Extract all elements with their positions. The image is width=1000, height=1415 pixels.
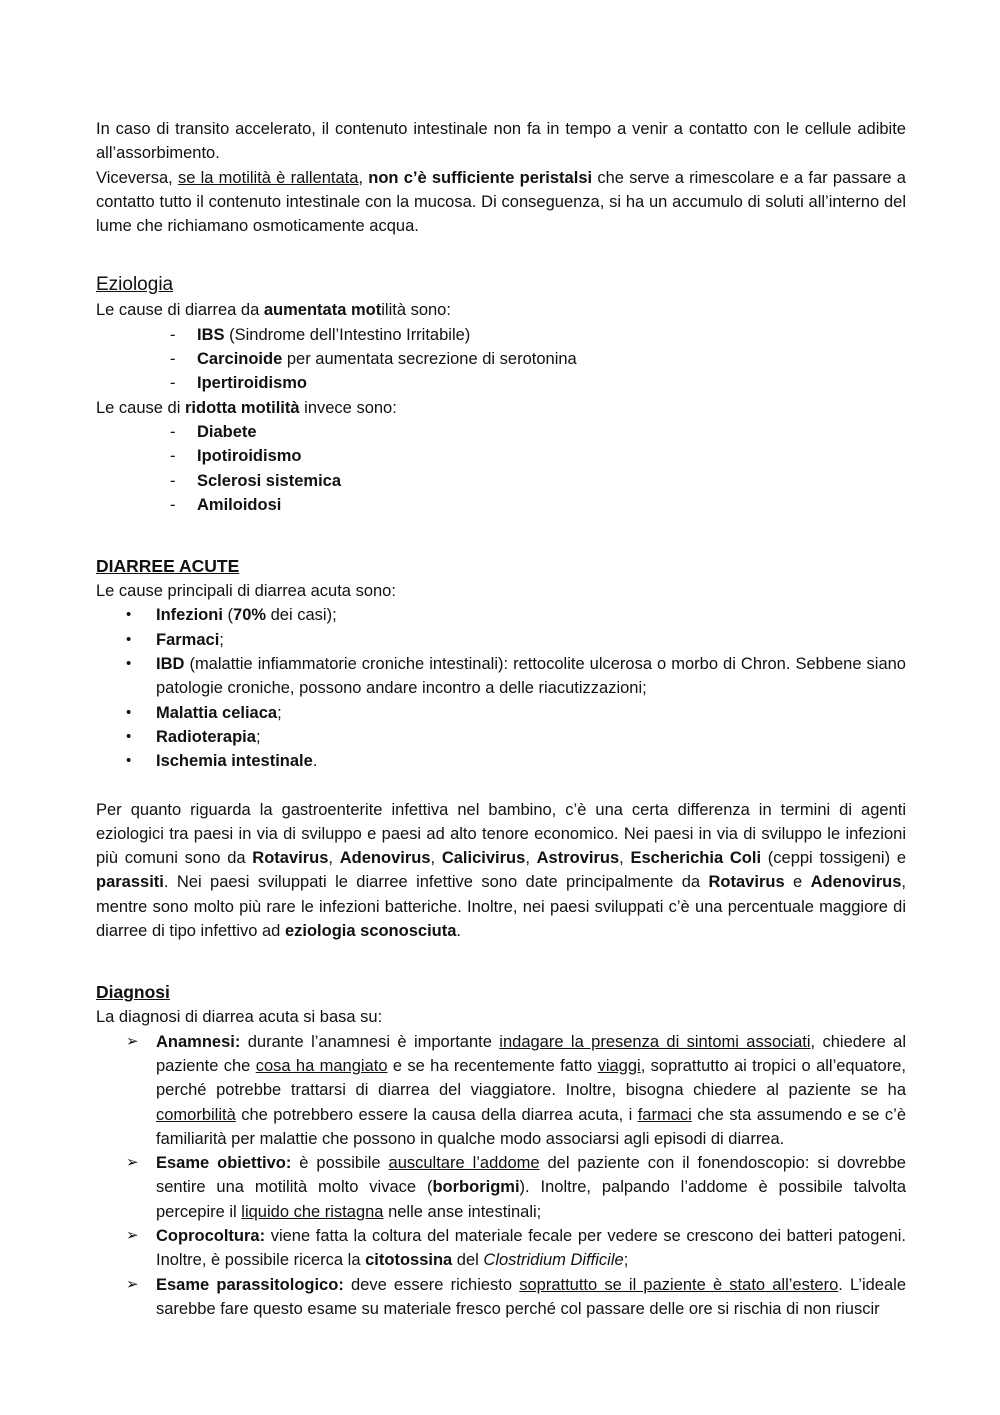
list-item: - Carcinoide per aumentata secrezione di serotonina [96, 347, 906, 371]
eziologia-list-1 [96, 323, 906, 396]
intro-paragraph-1: In caso di transito accelerato, il contenuto intestinale non fa in tempo a venir a contatto con le cellule adibite all’assorbimento. [96, 120, 906, 163]
diagnosi-list [96, 1030, 906, 1322]
list-item: - Ipertiroidismo [96, 371, 906, 395]
list-item: • IBD (malattie infiammatorie croniche intestinali): rettocolite ulcerosa o morbo di Chron. Sebbene siano patologie croniche, possono andare incontro a delle riacutizzazioni; [96, 652, 906, 701]
document-page [96, 117, 906, 1321]
acute-causes-list [96, 603, 906, 773]
list-item: • Malattia celiaca; [96, 701, 906, 725]
list-item: • Radioterapia; [96, 725, 906, 749]
list-item-coprocoltura: ➢ Coprocoltura: viene fatta la coltura del materiale fecale per vedere se crescono dei batteri patogeni. Inoltre, è possibile ricerca la citotossina del Clostridium Difficile; [96, 1224, 906, 1273]
list-item-esame-parassitologico: ➢ Esame parassitologico: deve essere richiesto soprattutto se il paziente è stato all’estero. L’ideale sarebbe fare questo esame su materiale fresco perché col passare delle ore si rischia di non riuscir [96, 1273, 906, 1322]
gastroenterite-paragraph: Per quanto riguarda la gastroenterite infettiva nel bambino, c’è una certa differenza in termini di agenti eziologici tra paesi in via di sviluppo e paesi ad alto tenore economico. Nei paesi in via di sviluppo le infezioni più comuni sono da Rotavirus, Adenovirus, Calicivirus, Astrovirus, Escherichia Coli (ceppi tossigeni) e parassiti. Nei paesi sviluppati le diarree infettive sono date principalmente da Rotavirus e Adenovirus, mentre sono molto più rare le infezioni batteriche. Inoltre, nei paesi sviluppati c’è una percentuale maggiore di diarree di tipo infettivo ad eziologia sconosciuta. [96, 800, 906, 941]
list-item: • Farmaci; [96, 628, 906, 652]
list-item: • Infezioni (70% dei casi); [96, 603, 906, 627]
intro-paragraph-2: Viceversa, se la motilità è rallentata, non c’è sufficiente peristalsi che serve a rimescolare e a far passare a contatto tutto il contenuto intestinale con la mucosa. Di conseguenza, si ha un accumulo di soluti all’interno del lume che richiamano osmoticamente acqua. [96, 168, 906, 236]
list-item: - Diabete [96, 420, 906, 444]
arrow-bullet-icon: ➢ [126, 1032, 139, 1050]
section-heading-diarree-acute: DIARREE ACUTE [96, 556, 240, 577]
arrow-bullet-icon: ➢ [126, 1154, 139, 1172]
list-item: - Ipotiroidismo [96, 444, 906, 468]
eziologia-line-1: Le cause di diarrea da aumentata motilità sono: [96, 301, 451, 320]
acute-intro: Le cause principali di diarrea acuta sono: [96, 582, 396, 601]
list-item: - IBS (Sindrome dell’Intestino Irritabile) [96, 323, 906, 347]
list-item-anamnesi: ➢ Anamnesi: durante l’anamnesi è importante indagare la presenza di sintomi associati, chiedere al paziente che cosa ha mangiato e se ha recentemente fatto viaggi, soprattutto ai tropici o all’equatore, perché potrebbe trattarsi di diarrea del viaggiatore. Inoltre, bisogna chiedere al paziente se ha comorbilità che potrebbero essere la causa della diarrea acuta, i farmaci che sta assumendo e se c’è familiarità per malattie che possono in qualche modo associarsi agli episodi di diarrea. [96, 1030, 906, 1151]
diagnosi-intro: La diagnosi di diarrea acuta si basa su: [96, 1008, 383, 1027]
list-item: - Sclerosi sistemica [96, 469, 906, 493]
list-item: • Ischemia intestinale. [96, 749, 906, 773]
arrow-bullet-icon: ➢ [126, 1226, 139, 1244]
eziologia-list-2 [96, 420, 906, 517]
list-item-esame-obiettivo: ➢ Esame obiettivo: è possibile auscultare l’addome del paziente con il fonendoscopio: si dovrebbe sentire una motilità molto vivace (borborigmi). Inoltre, palpando l’addome è possibile talvolta percepire il liquido che ristagna nelle anse intestinali; [96, 1151, 906, 1224]
eziologia-line-2: Le cause di ridotta motilità invece sono: [96, 398, 397, 417]
section-heading-diagnosi: Diagnosi [96, 982, 170, 1003]
arrow-bullet-icon: ➢ [126, 1275, 139, 1293]
list-item: - Amiloidosi [96, 493, 906, 517]
section-heading-eziologia: Eziologia [96, 274, 174, 296]
